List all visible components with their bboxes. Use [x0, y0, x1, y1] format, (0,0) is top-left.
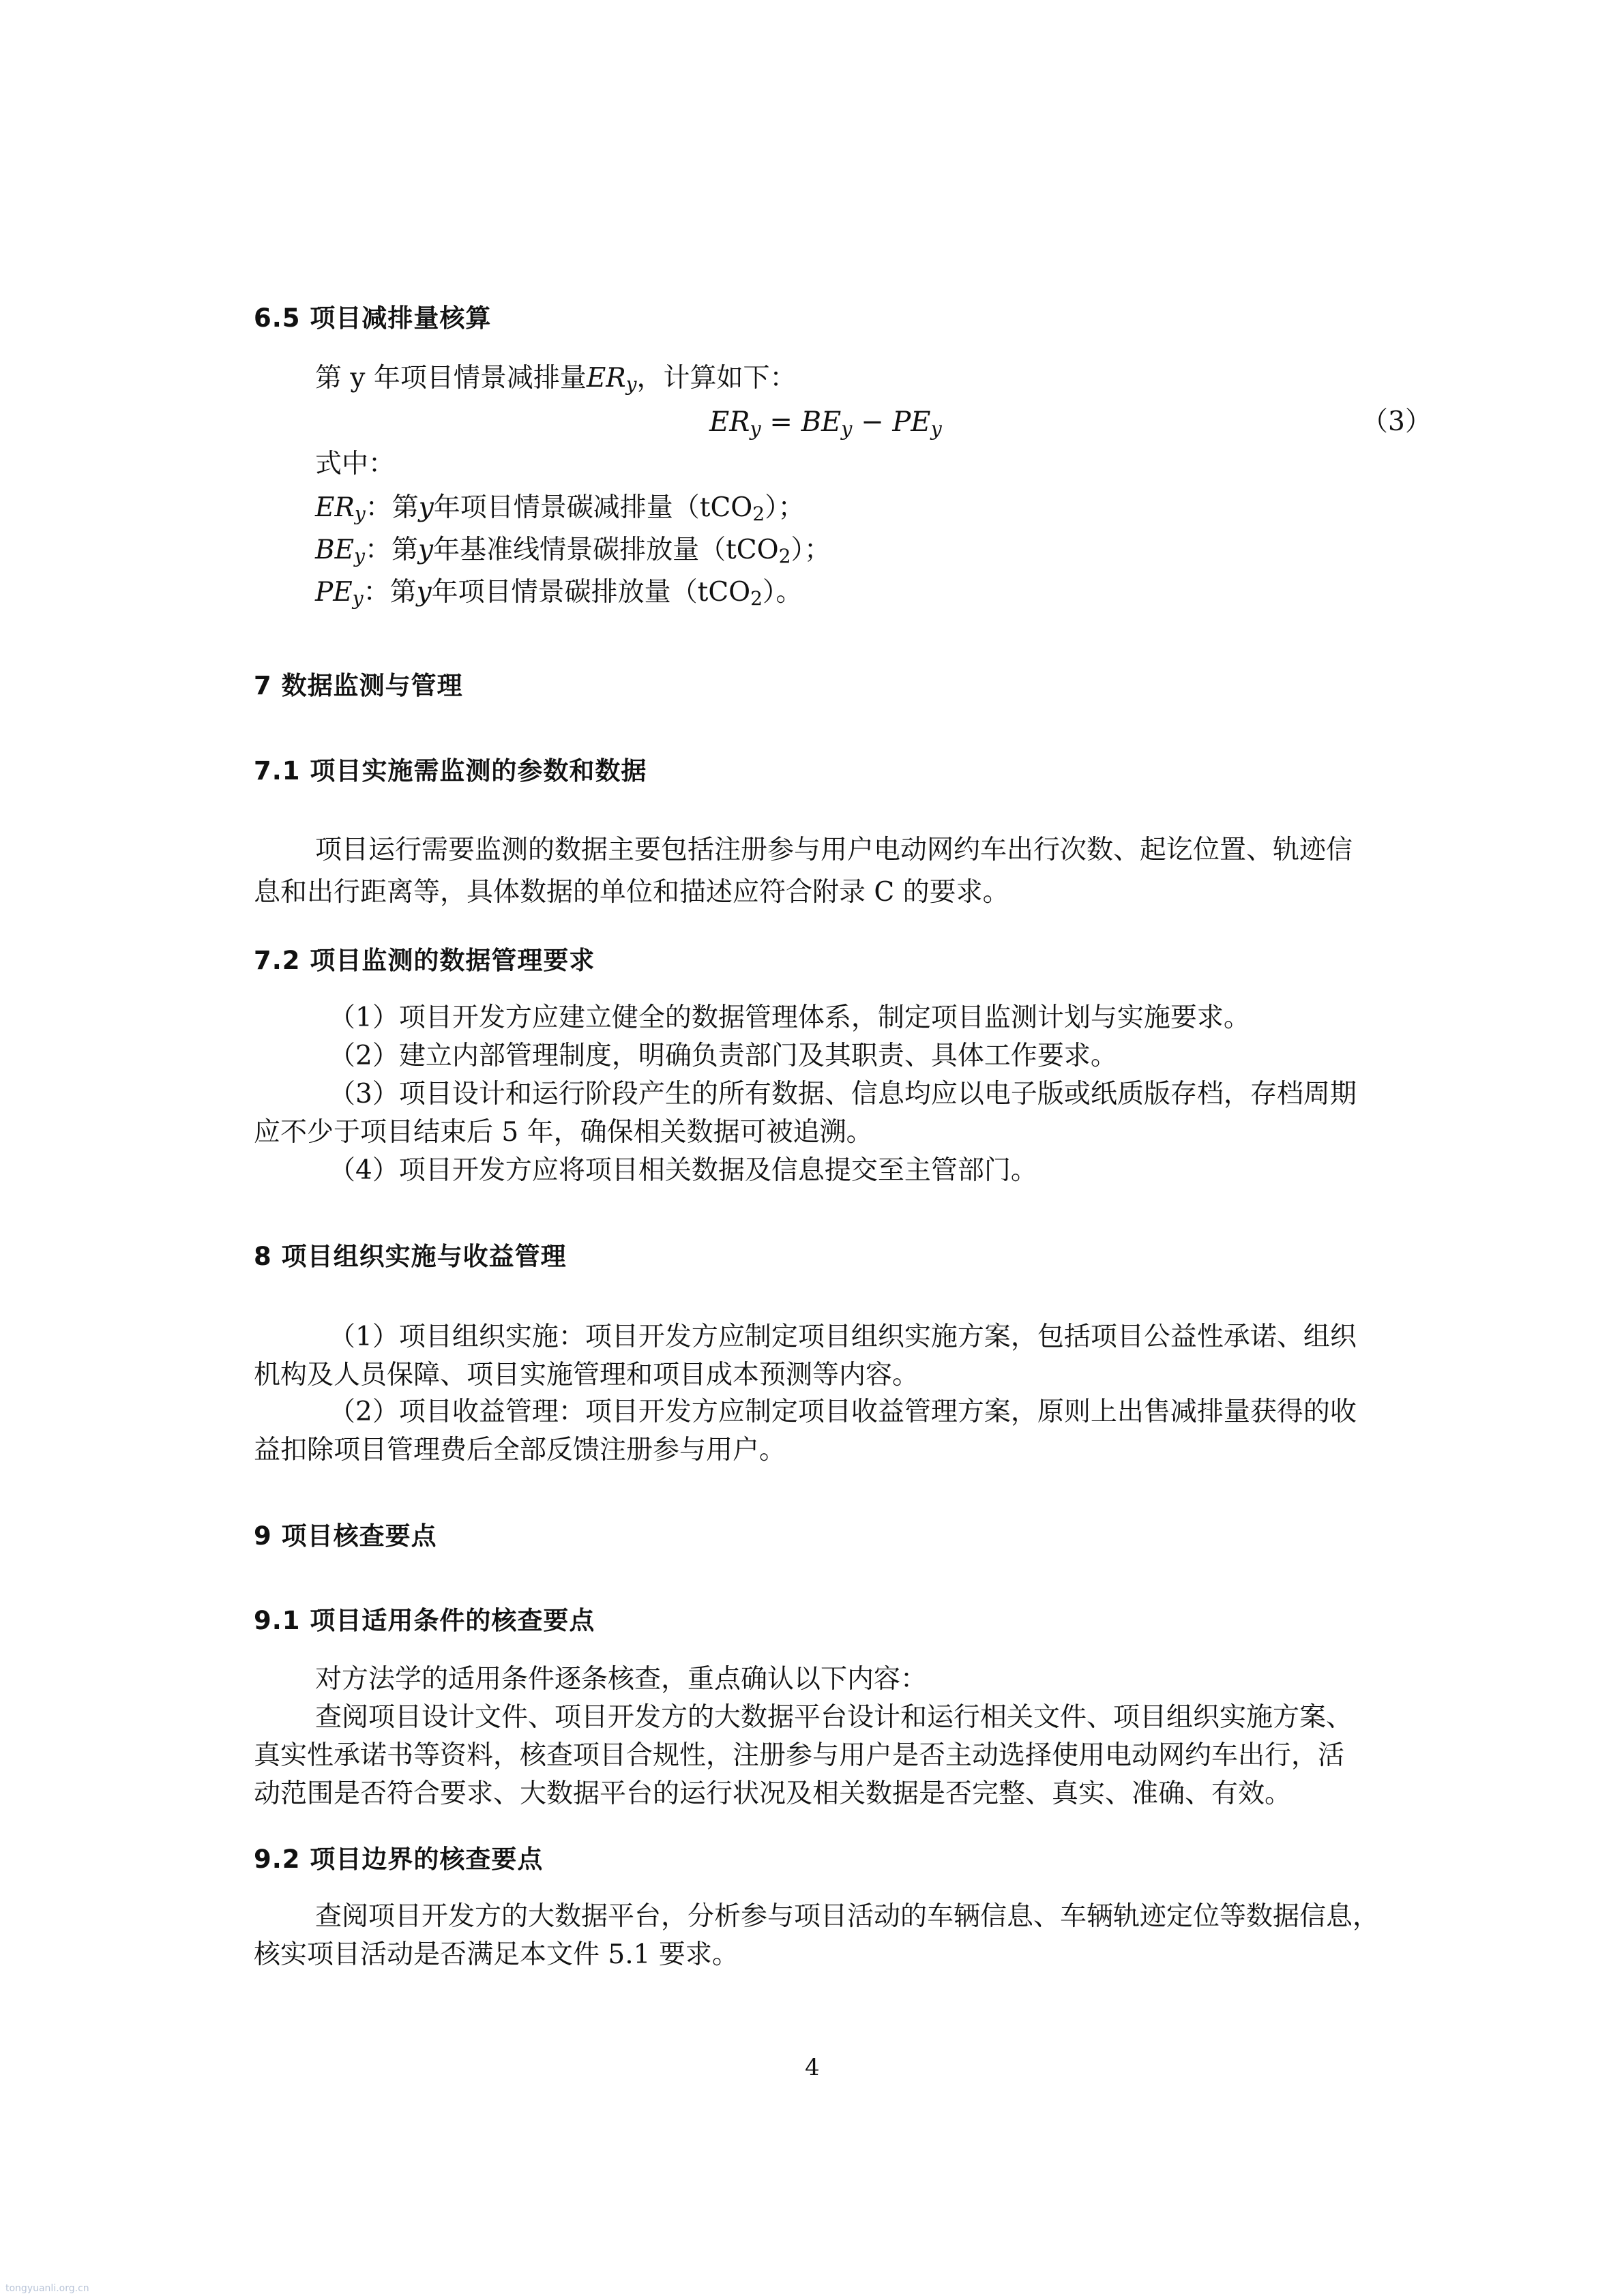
eq-rhs2-sub: y [930, 417, 942, 441]
paragraph-line: 机构及人员保障、项目实施管理和项目成本预测等内容。 [254, 1360, 919, 1390]
section-heading-9: 9 项目核查要点 [254, 1521, 437, 1551]
equation-number: （3） [1361, 406, 1432, 437]
paragraph-line: 真实性承诺书等资料，核查项目合规性，注册参与用户是否主动选择使用电动网约车出行，活 [254, 1740, 1345, 1771]
paragraph-line: 息和出行距离等，具体数据的单位和描述应符合附录 C 的要求。 [254, 877, 1009, 908]
section-heading-7-2: 7.2 项目监测的数据管理要求 [254, 946, 595, 975]
intro-prefix: 第 y 年项目情景减排量 [315, 363, 587, 393]
paragraph-line: （2）建立内部管理制度，明确负责部门及其职责、具体工作要求。 [329, 1041, 1117, 1071]
var-definition-be: $BE_y$：第y年基准线情景碳排放量（tCO$_2$）； [315, 535, 831, 568]
eq-lhs: ER [709, 406, 750, 438]
paragraph-line: 项目运行需要监测的数据主要包括注册参与用户电动网约车出行次数、起讫位置、轨迹信 [315, 835, 1353, 865]
eq-rhs1-sub: y [841, 417, 853, 441]
paragraph-line: （1）项目开发方应建立健全的数据管理体系，制定项目监测计划与实施要求。 [329, 1002, 1250, 1033]
where-label: 式中： [315, 449, 396, 479]
section-heading-7: 7 数据监测与管理 [254, 671, 463, 700]
paragraph-line: （2）项目收益管理：项目开发方应制定项目收益管理方案，原则上出售减排量获得的收 [329, 1397, 1357, 1427]
eq-lhs-sub: y [750, 417, 761, 441]
paragraph-line: 动范围是否符合要求、大数据平台的运行状况及相关数据是否完整、真实、准确、有效。 [254, 1778, 1292, 1809]
eq-rhs1: BE [801, 406, 842, 438]
paragraph-line: （3）项目设计和运行阶段产生的所有数据、信息均应以电子版或纸质版存档，存档周期 [329, 1079, 1357, 1109]
intro-var-sub: y [625, 373, 637, 396]
paragraph-line: （1）项目组织实施：项目开发方应制定项目组织实施方案，包括项目公益性承诺、组织 [329, 1322, 1357, 1352]
paragraph-line: 益扣除项目管理费后全部反馈注册参与用户。 [254, 1435, 786, 1465]
watermark: tongyuanli.org.cn [5, 2283, 89, 2294]
section-heading-8: 8 项目组织实施与收益管理 [254, 1242, 567, 1271]
intro-line [315, 361, 797, 402]
paragraph-line: 对方法学的适用条件逐条核查，重点确认以下内容： [315, 1664, 928, 1695]
section-heading-9-1: 9.1 项目适用条件的核查要点 [254, 1606, 595, 1635]
paragraph-line: 查阅项目设计文件、项目开发方的大数据平台设计和运行相关文件、项目组织实施方案、 [315, 1702, 1353, 1733]
section-heading-9-2: 9.2 项目边界的核查要点 [254, 1845, 544, 1874]
section-heading-7-1: 7.1 项目实施需监测的参数和数据 [254, 756, 647, 786]
var-definition-er: $ER_y$：第y年项目情景碳减排量（tCO$_2$）； [315, 492, 805, 526]
eq-rhs2: PE [892, 406, 931, 438]
intro-var: ER [586, 363, 626, 393]
paragraph-line: 应不少于项目结束后 5 年，确保相关数据可被追溯。 [254, 1117, 873, 1148]
paragraph-line: 查阅项目开发方的大数据平台，分析参与项目活动的车辆信息、车辆轨迹定位等数据信息， [315, 1901, 1380, 1932]
section-heading-6-5: 6.5 项目减排量核算 [254, 303, 492, 333]
var-definition-pe: $PE_y$：第y年项目情景碳排放量（tCO$_2$）。 [315, 577, 803, 610]
paragraph-line: （4）项目开发方应将项目相关数据及信息提交至主管部门。 [329, 1155, 1037, 1186]
intro-suffix: ，计算如下： [636, 363, 797, 393]
page-number: 4 [805, 2054, 820, 2081]
paragraph-line: 核实项目活动是否满足本文件 5.1 要求。 [254, 1939, 739, 1970]
equation-3: $ER_y = BE_y - PE_y$ [709, 406, 942, 441]
